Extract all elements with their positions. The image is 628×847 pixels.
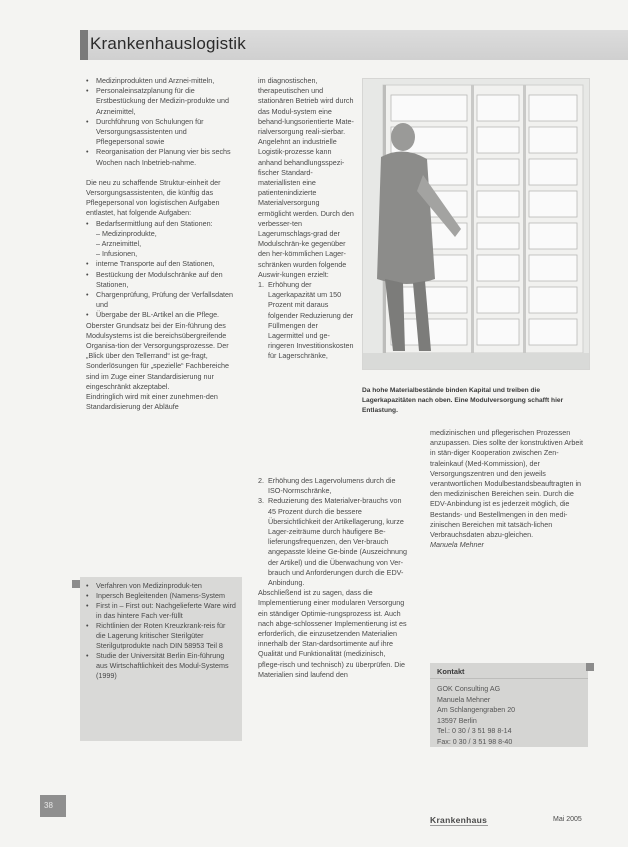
list-item: • interne Transporte auf den Stationen, xyxy=(86,259,236,269)
paragraph: im diagnostischen, therapeutischen und stationären Betrieb wird durch das Modul-system eine behand-lungsorientierte Mate-rialversorgung reali-sierbar. Angelehnt an industrielle Logistik-prozesse kann anhand behandlungsspezi-fischer Standard-materiallisten eine patientenindizierte Materialversorgung ermöglicht werden. Durch den verbesser-ten Lagerumschlags-grad der Modulschrän-ke gegenüber den her-kömmlichen Lager-schränken wurden folgende Auswir-kungen erzielt: xyxy=(258,76,354,279)
list-item xyxy=(258,496,408,588)
paragraph: Abschließend ist zu sagen, dass die Implementierung einer modularen Versorgung ein ständiger Optimie-rungsprozess ist. Auch nach abge-schlossener Implementierung ist es erforderlich, die einzusetzenden Materialien innerhalb der Stan-dardsortimente auf ihre Qualität und Funktionalität (medizinisch, pflege-risch und technisch) zu überprüfen. Die Materialien sind laufend den xyxy=(258,588,407,679)
list-item: • Verfahren von Medizinproduk-ten xyxy=(86,581,236,591)
magazine-underline xyxy=(430,825,488,826)
paragraph: Oberster Grundsatz bei der Ein-führung des Modulsystems ist die bereichsübergreifende Organisa-tion der Versorgungsprozesse. Der „Blick über den Tellerrand“ ist ge-fragt, Sonderlösungen für „spezielle“ Fachbereiche sind im Zuge einer Standardisierung nur eingeschränkt akzeptabel. xyxy=(86,320,230,391)
contact-line: Tel.: 0 30 / 3 51 98 8-14 xyxy=(437,727,512,736)
contact-line: Am Schlangengraben 20 xyxy=(437,706,516,715)
issue-date: Mai 2005 xyxy=(553,816,582,823)
info-box-accent xyxy=(72,580,80,588)
list-text: Erhöhung des Lagervolumens durch die ISO-Normschränke, xyxy=(268,476,396,496)
list-item: – Infusionen, xyxy=(96,249,138,259)
list-a xyxy=(86,76,236,168)
column-2 xyxy=(258,76,354,362)
list-number: 3. xyxy=(258,496,264,506)
info-box-content xyxy=(86,581,236,681)
photo-illustration xyxy=(363,79,590,370)
list-item xyxy=(258,280,354,362)
list-item: • Übergabe der BL-Artikel an die Pflege. xyxy=(86,310,236,320)
list-item: • Bestückung der Modulschränke auf den Stationen, xyxy=(86,270,236,290)
list-b-sub xyxy=(86,229,236,260)
column-3 xyxy=(430,428,590,550)
list-item: • Chargenprüfung, Prüfung der Verfallsdaten und xyxy=(86,290,236,310)
numbered-list-continued xyxy=(258,476,408,588)
list-item: • Reorganisation der Planung vier bis sechs Wochen nach Inbetrieb-nahme. xyxy=(86,147,236,167)
warehouse-photo xyxy=(362,78,590,370)
list-item: • Bedarfsermittlung auf den Stationen: xyxy=(86,219,236,229)
contact-line: GOK Consulting AG xyxy=(437,685,501,693)
list-text: Erhöhung der Lagerkapazität um 150 Prozent mit daraus folgender Reduzierung der Füllmengen der Lagermittel und ge-ringeren Investitionskosten für Lagerschränke, xyxy=(268,280,354,361)
list-item: • Durchführung von Schulungen für Versorgungsassistenten und Pflegepersonal sowie xyxy=(86,117,236,148)
contact-line: 13597 Berlin xyxy=(437,716,477,725)
list-item: • Inpersch Begleitenden (Namens-System xyxy=(86,591,236,601)
list-text: Reduzierung des Materialver-brauchs von 45 Prozent durch die bessere Übersichtlichkeit der Artikellagerung, kurze Lager-zeiträume durch häufigere Be-lieferungsfrequenzen, den Ver-brauch angepasste kleine Ge-binde (Auszeichnung der Artikel) und die Überwachung von Ver-brauch und Anforderungen durch die EDV-Anbindung. xyxy=(268,496,408,588)
photo-caption: Da hohe Materialbestände binden Kapital und treiben die Lagerkapazitäten nach oben. Eine Modulversorgung schafft hier Entlastung. xyxy=(362,387,564,414)
list-item: • Richtlinien der Roten Kreuzkrank-reis für die Lagerung kritischer Sterilgüter Sterilgutprodukte nach DIN 58953 Teil 8 xyxy=(86,621,236,651)
author: Manuela Mehner xyxy=(430,540,484,550)
list-item: • Personaleinsatzplanung für die Erstbestückung der Medizin-produkte und Arzneimittel, xyxy=(86,86,236,117)
contact-line: Manuela Mehner xyxy=(437,695,491,704)
list-item: • First in – First out: Nachgelieferte Ware wird in das hintere Fach ver-füllt xyxy=(86,601,236,621)
list-number: 2. xyxy=(258,476,264,485)
title-accent xyxy=(80,30,88,60)
contact-line: Fax: 0 30 / 3 51 98 8-40 xyxy=(437,737,513,746)
contact-divider xyxy=(430,678,588,679)
list-item xyxy=(258,476,408,496)
column-2-lower xyxy=(258,476,408,680)
list-number: 1. xyxy=(258,280,264,290)
list-item: • Medizinprodukten und Arznei-mitteln, xyxy=(86,76,236,86)
column-1 xyxy=(86,76,236,413)
contact-details xyxy=(437,684,515,748)
page-number: 38 xyxy=(44,801,53,810)
list-item: – Arzneimittel, xyxy=(96,239,142,249)
list-b xyxy=(86,219,236,229)
paragraph: Eindringlich wird mit einer zunehmen-den Standardisierung der Abläufe xyxy=(86,392,218,412)
contact-box-accent xyxy=(586,663,594,671)
numbered-list xyxy=(258,280,354,362)
page-title: Krankenhauslogistik xyxy=(90,34,246,53)
contact-heading: Kontakt xyxy=(437,667,465,676)
paragraph: medizinischen und pflegerischen Prozessen anzupassen. Dies sollte der konstruktiven Arbeit in stän-diger Kooperation zwischen Zen-traleinkauf (Med-Kommission), der Versorgungszentren und den jeweils verantwortlichen Modulbestandsbeauftragten in den medizinischen Bereichen sein. Durch die EDV-Anbindung ist es jederzeit möglich, die Bestands- und Bestellmengen in den medi-zinischen Bereichen mit tatsäch-lichen Verbrauchsdaten abzu-gleichen. xyxy=(430,428,584,540)
info-list xyxy=(86,581,236,681)
list-item: – Medizinprodukte, xyxy=(96,228,157,238)
magazine-name: Krankenhaus xyxy=(430,815,488,825)
list-c xyxy=(86,259,236,320)
list-item: • Studie der Universität Berlin Ein-führung aus Wirtschaftlichkeit des Modul-Systems (1999) xyxy=(86,651,236,681)
paragraph: Die neu zu schaffende Struktur-einheit der Versorgungsassistenten, die künftig das Pflegepersonal von logistischen Aufgaben entlastet, hat folgende Aufgaben: xyxy=(86,177,221,218)
